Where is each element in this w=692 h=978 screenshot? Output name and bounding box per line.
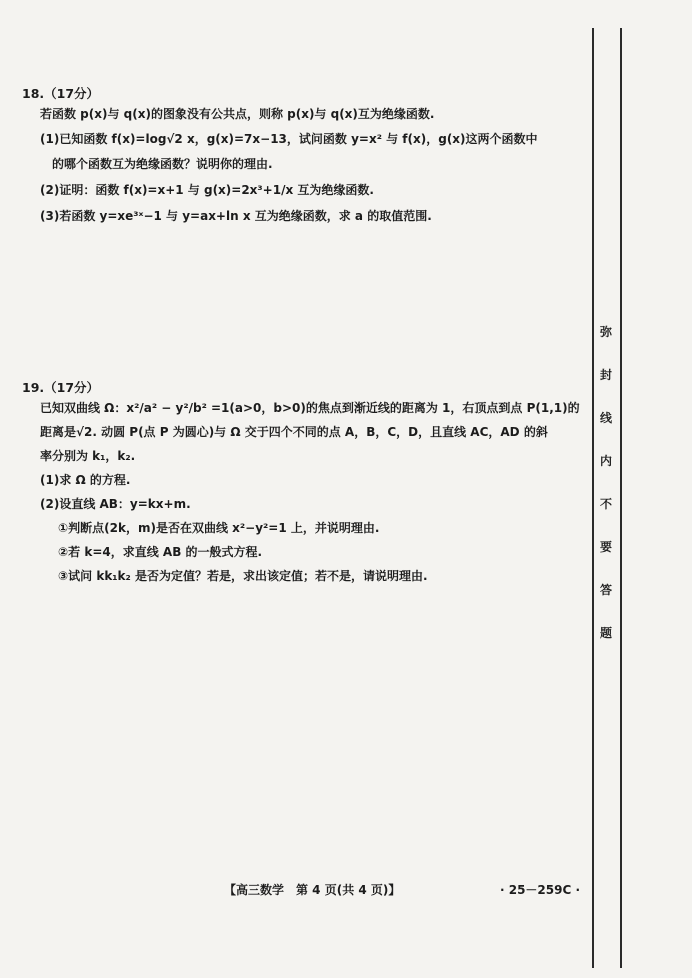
question-18-part3: (3)若函数 y=xe³ˣ−1 与 y=ax+ln x 互为绝缘函数，求 a 的取值范围.: [40, 209, 432, 223]
seal-char: 封: [599, 368, 612, 382]
question-18-part1: (1)已知函数 f(x)=log√2 x，g(x)=7x−13，试问函数 y=x² 与 f(x)，g(x)这两个函数中: [40, 132, 538, 146]
seal-char: 弥: [599, 325, 612, 339]
question-19-stem-line3: 率分别为 k₁，k₂.: [40, 449, 136, 463]
seal-notice: [596, 326, 616, 670]
question-19-stem-line1: 已知双曲线 Ω：x²/a² − y²/b² =1(a>0，b>0)的焦点到渐近线的距离为 1，右顶点到点 P(1,1)的: [40, 401, 580, 415]
question-19-sub2: ②若 k=4，求直线 AB 的一般式方程.: [58, 545, 263, 559]
question-18-part1-cont: 的哪个函数互为绝缘函数？说明你的理由.: [52, 157, 273, 171]
binding-line-right: [620, 28, 622, 968]
question-19-part1: (1)求 Ω 的方程.: [40, 473, 131, 487]
seal-char: 不: [599, 497, 612, 511]
question-18-header: 18.（17分）: [22, 86, 100, 101]
question-19: [22, 378, 580, 590]
question-19-header: 19.（17分）: [22, 380, 100, 395]
question-19-stem-line2: 距离是√2. 动圆 P(点 P 为圆心)与 Ω 交于四个不同的点 A，B，C，D，且直线 AC，AD 的斜: [40, 425, 548, 439]
seal-char: 内: [599, 454, 612, 468]
seal-char: 题: [599, 626, 612, 640]
seal-char: 线: [599, 411, 612, 425]
question-18: [22, 84, 580, 231]
footer-page-label: 【高三数学 第 4 页(共 4 页)】: [224, 883, 401, 897]
seal-char: 答: [599, 583, 612, 597]
question-19-sub1: ①判断点(2k，m)是否在双曲线 x²−y²=1 上，并说明理由.: [58, 521, 380, 535]
footer-exam-code: · 25－259C ·: [500, 883, 581, 897]
binding-line-left: [592, 28, 594, 968]
question-18-intro: 若函数 p(x)与 q(x)的图象没有公共点，则称 p(x)与 q(x)互为绝缘函数.: [40, 107, 435, 121]
question-19-part2: (2)设直线 AB：y=kx+m.: [40, 497, 191, 511]
question-18-part2: (2)证明：函数 f(x)=x+1 与 g(x)=2x³+1/x 互为绝缘函数.: [40, 183, 374, 197]
question-19-sub3: ③试问 kk₁k₂ 是否为定值？若是，求出该定值；若不是，请说明理由.: [58, 569, 428, 583]
seal-char: 要: [599, 540, 612, 554]
